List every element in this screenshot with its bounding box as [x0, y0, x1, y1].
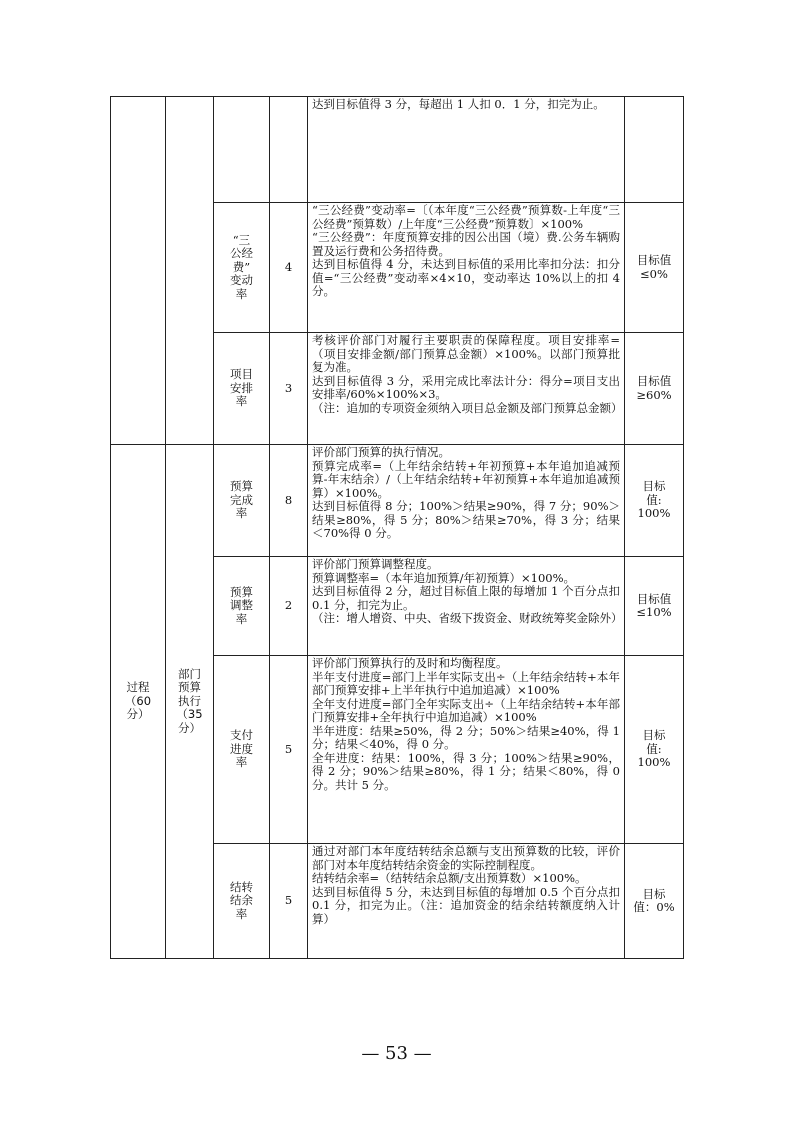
target-line: 值: — [646, 741, 662, 756]
target-line: 值: — [646, 492, 662, 507]
indicator-line: 公经 — [230, 246, 253, 261]
indicator-line: 完成 — [230, 492, 253, 507]
target-line: ≥60% — [636, 387, 672, 402]
description-text: 评价部门预算执行的及时和均衡程度。 半年支付进度=部门上半年实际支出÷（上年结余结转+本年部门预算安排+上半年执行中追加追减）×100% 全年支付进度=部门全年实际支出÷（上年结余结转+本年部门预算安排+全年执行中追加追减）×100% 半年进度：结果≥50%，得 2 分；50%＞结果≥40%，得 1 分；结果＜40%，得 0 分。 全年进度：结果：100%，得 3 分；100%＞结果≥90%，得 2 分；90%＞结果≥80%，得 1 分；结果＜80%，得 0 分。共计 5 分。 — [312, 656, 620, 792]
indicator-line: 进度 — [230, 741, 253, 756]
indicator-cell — [214, 557, 270, 656]
target-cell — [625, 445, 684, 557]
target-cell — [625, 333, 684, 445]
indicator-line: 率 — [235, 906, 248, 921]
category-line: 分） — [126, 707, 150, 722]
description-cell — [308, 656, 625, 844]
subcategory-line: 分） — [178, 720, 201, 735]
description-cell — [308, 557, 625, 656]
description-cell — [308, 333, 625, 445]
indicator-line: 变动 — [230, 273, 253, 288]
target-line: 目标 — [642, 728, 666, 743]
target-line: 目标值 — [636, 374, 672, 388]
score-cell — [270, 97, 308, 203]
target-line: 目标值 — [636, 591, 672, 606]
indicator-cell — [214, 844, 270, 959]
score-cell: 5 — [270, 656, 308, 844]
table-row — [111, 445, 684, 557]
indicator-line: 预算 — [230, 479, 253, 494]
subcategory-line: （35 — [176, 707, 203, 722]
score-cell: 8 — [270, 445, 308, 557]
indicator-cell — [214, 656, 270, 844]
indicator-line: 预算 — [230, 584, 253, 599]
target-line: 目标 — [642, 886, 666, 901]
indicator-cell — [214, 445, 270, 557]
category-line: 过程 — [126, 680, 150, 695]
score-cell: 5 — [270, 844, 308, 959]
table-row — [111, 97, 684, 203]
score-cell: 4 — [270, 203, 308, 333]
subcategory-line: 预算 — [178, 680, 201, 695]
target-cell — [625, 656, 684, 844]
description-text: 评价部门预算调整程度。 预算调整率=（本年追加预算/年初预算）×100%。 达到目标值得 2 分，超过目标值上限的每增加 1 个百分点扣 0.1 分，扣完为止。 （注：增人增资、中央、省级下拨资金、财政统筹奖金除外） — [312, 557, 623, 625]
page-number: — 53 — — [361, 1043, 432, 1064]
target-line: 值：0% — [633, 900, 675, 914]
indicator-line: 费” — [232, 259, 251, 274]
indicator-line: “三 — [232, 232, 251, 247]
indicator-line: 支付 — [230, 728, 253, 743]
indicator-line: 项目 — [230, 367, 253, 382]
subcategory-cell-empty — [166, 97, 214, 445]
description-text: 达到目标值得 3 分，每超出 1 人扣 0．1 分，扣完为止。 — [312, 97, 605, 111]
score-cell: 3 — [270, 333, 308, 445]
indicator-line: 率 — [235, 755, 248, 770]
category-line: （60 — [124, 693, 152, 708]
subcategory-line: 执行 — [178, 693, 201, 708]
target-line: 100% — [637, 506, 671, 521]
description-text: “三公经费”变动率=〔（本年度“三公经费”预算数-上年度“三公经费”预算数）/上年度“三公经费”预算数〕×100% “三公经费”：年度预算安排的因公出国（境）费.公务车辆购置及运行费和公务招待费。 达到目标值得 4 分，未达到目标值的采用比率扣分法：扣分值=“三公经费”变动率×4×10，变动率达 10%以上的扣 4 分。 — [312, 203, 620, 298]
indicator-cell — [214, 333, 270, 445]
category-cell — [111, 445, 166, 959]
target-line: ≤10% — [636, 605, 672, 619]
indicator-line: 结转 — [230, 879, 253, 894]
evaluation-table — [110, 96, 684, 959]
indicator-line: 率 — [235, 286, 248, 301]
target-cell — [625, 844, 684, 959]
indicator-line: 率 — [235, 394, 248, 409]
score-cell: 2 — [270, 557, 308, 656]
target-line: 目标 — [642, 479, 666, 494]
description-text: 通过对部门本年度结转结余总额与支出预算数的比较，评价部门对本年度结转结余资金的实际控制程度。 结转结余率=（结转结余总额/支出预算数）×100%。 达到目标值得 5 分，未达到目标值的每增加 0.5 个百分点扣 0.1 分，扣完为止。（注：追加资金的结余结转额度纳入计算） — [312, 844, 620, 926]
indicator-cell — [214, 97, 270, 203]
target-line: ≤0% — [640, 266, 668, 281]
indicator-line: 结余 — [230, 893, 253, 908]
target-line: 100% — [637, 755, 671, 770]
target-line: 目标值 — [636, 253, 672, 267]
indicator-line: 调整 — [230, 598, 253, 613]
description-cell — [308, 97, 625, 203]
description-cell — [308, 445, 625, 557]
target-cell — [625, 203, 684, 333]
description-text: 考核评价部门对履行主要职责的保障程度。项目安排率=（项目安排金额/部门预算总金额）×100%。以部门预算批复为准。 达到目标值得 3 分，采用完成比率法计分：得分=项目支出安排率/60%×100%×3。 （注：追加的专项资金须纳入项目总金额及部门预算总金额） — [312, 333, 623, 415]
indicator-line: 率 — [235, 506, 248, 521]
subcategory-cell — [166, 445, 214, 959]
target-cell — [625, 97, 684, 203]
indicator-line: 率 — [235, 611, 248, 626]
subcategory-line: 部门 — [178, 666, 201, 681]
indicator-cell — [214, 203, 270, 333]
target-cell — [625, 557, 684, 656]
description-cell — [308, 203, 625, 333]
indicator-line: 安排 — [230, 380, 253, 395]
description-cell — [308, 844, 625, 959]
category-cell-empty — [111, 97, 166, 445]
description-text: 评价部门预算的执行情况。 预算完成率=（上年结余结转+年初预算+本年追加追减预算-年末结余）/（上年结余结转+年初预算+本年追加追减预算）×100%。 达到目标值得 8 分；100%＞结果≥90%，得 7 分；90%＞结果≥80%，得 5 分；80%＞结果≥70%，得 3 分；结果＜70%得 0 分。 — [312, 445, 620, 540]
